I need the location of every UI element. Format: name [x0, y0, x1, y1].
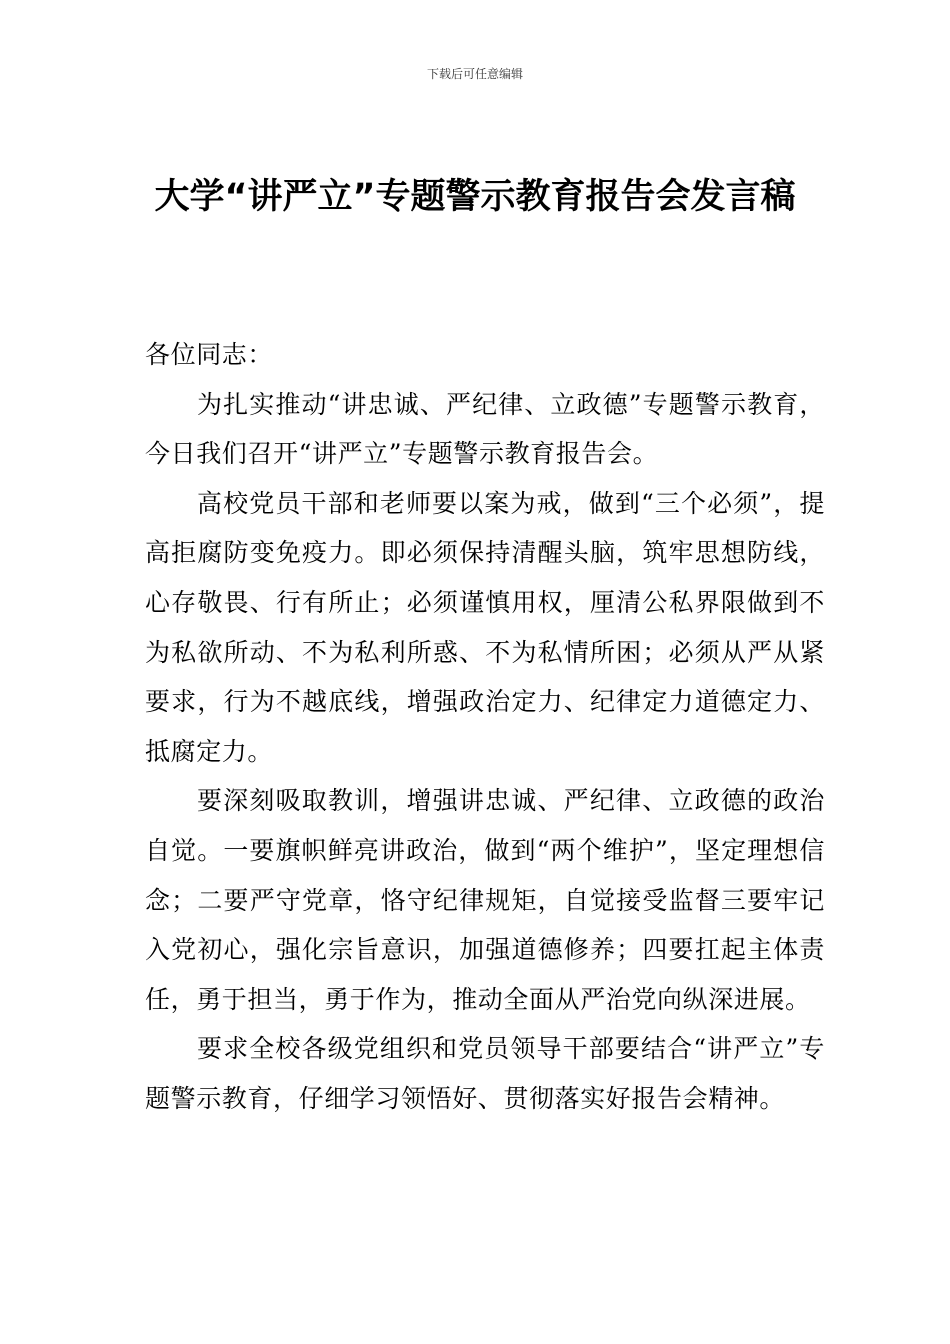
- paragraph-4: 要求全校各级党组织和党员领导干部要结合“讲严立”专题警示教育，仔细学习领悟好、贯彻落实好报告会精神。: [145, 1034, 825, 1113]
- header-note: 下载后可任意编辑: [426, 67, 523, 81]
- paragraph-1: 为扎实推动“讲忠诚、严纪律、立政德”专题警示教育，今日我们召开“讲严立”专题警示教育报告会。: [145, 389, 825, 469]
- document-title: 大学“讲严立”专题警示教育报告会发言稿: [154, 177, 796, 217]
- paragraph-2: 高校党员干部和老师要以案为戒，做到“三个必须”，提高拒腐防变免疫力。即必须保持清醒头脑，筑牢思想防线，心存敬畏、行有所止；必须谨慎用权，厘清公私界限做到不为私欲所动、不为私利所惑、不为私情所困；必须从严从紧要求，行为不越底线，增强政治定力、纪律定力道德定力、抵腐定力。: [145, 488, 825, 766]
- paragraph-3: 要深刻吸取教训，增强讲忠诚、严纪律、立政德的政治自觉。一要旗帜鲜亮讲政治，做到“两个维护”，坚定理想信念；二要严守党章，恪守纪律规矩，自觉接受监督三要牢记入党初心，强化宗旨意识，加强道德修养；四要扛起主体责任，勇于担当，勇于作为，推动全面从严治党向纵深进展。: [145, 786, 825, 1014]
- salutation: 各位同志：: [145, 340, 274, 369]
- document-body: [145, 330, 825, 1124]
